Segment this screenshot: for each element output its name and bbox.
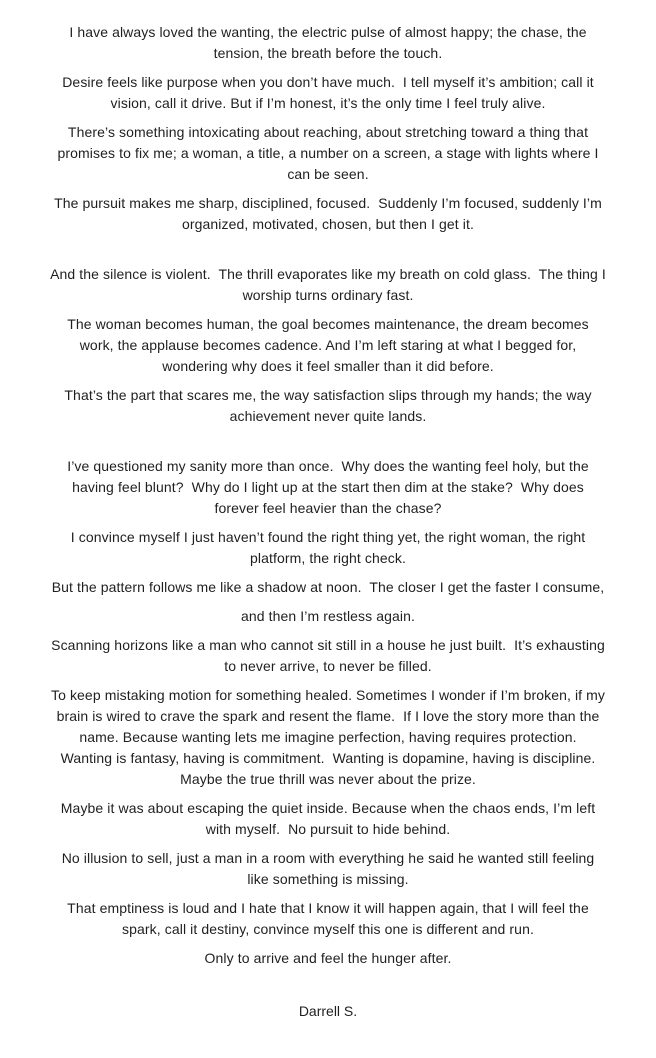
paragraph: I have always loved the wanting, the electric pulse of almost happy; the chase, the tension, the breath before the touch. (69, 24, 591, 61)
paragraph: Only to arrive and feel the hunger after. (204, 950, 452, 966)
paragraph: To keep mistaking motion for something healed. Sometimes I wonder if I’m broken, if my brain is wired to crave the spark and resent the flame. If I love the story more than the name. Because wanting lets me imagine perfection, having requires protection. Wanting is fantasy, having is commitment. Wanting is dopamine, having is discipline. Maybe the true thrill was never about the prize. (50, 687, 610, 787)
paragraph: I convince myself I just haven’t found the right thing yet, the right woman, the right platform, the right check. (70, 529, 590, 566)
paragraph: That’s the part that scares me, the way satisfaction slips through my hands; the way achievement never quite lands. (64, 387, 596, 424)
paragraph: That emptiness is loud and I hate that I know it will happen again, that I will feel the spark, call it destiny, convince myself this one is different and run. (67, 900, 593, 937)
paragraph: The woman becomes human, the goal becomes maintenance, the dream becomes work, the applause becomes cadence. And I’m left staring at what I begged for, wondering why does it feel smaller than it did before. (67, 316, 593, 374)
paragraph: Scanning horizons like a man who cannot sit still in a house he just built. It’s exhausting to never arrive, to never be filled. (51, 637, 609, 674)
signature: Darrell S. (298, 1003, 358, 1019)
document-body (50, 22, 610, 969)
paragraph: I’ve questioned my sanity more than once. Why does the wanting feel holy, but the having feel blunt? Why do I light up at the start then dim at the stake? Why does forever feel heavier than the chase? (67, 458, 593, 516)
paragraph: There’s something intoxicating about reaching, about stretching toward a thing that promises to fix me; a woman, a title, a number on a screen, a stage with lights where I can be seen. (57, 124, 603, 182)
paragraph: And the silence is violent. The thrill evaporates like my breath on cold glass. The thing I worship turns ordinary fast. (50, 266, 610, 303)
paragraph: But the pattern follows me like a shadow at noon. The closer I get the faster I consume, (51, 579, 605, 595)
paragraph: Desire feels like purpose when you don’t have much. I tell myself it’s ambition; call it vision, call it drive. But if I’m honest, it’s the only time I feel truly alive. (62, 74, 598, 111)
paragraph: The pursuit makes me sharp, disciplined, focused. Suddenly I’m focused, suddenly I’m organized, motivated, chosen, but then I get it. (54, 195, 606, 232)
paragraph: Maybe it was about escaping the quiet inside. Because when the chaos ends, I’m left with myself. No pursuit to hide behind. (60, 800, 600, 837)
paragraph: and then I’m restless again. (240, 608, 415, 624)
paragraph: No illusion to sell, just a man in a room with everything he said he wanted still feeling like something is missing. (61, 850, 599, 887)
